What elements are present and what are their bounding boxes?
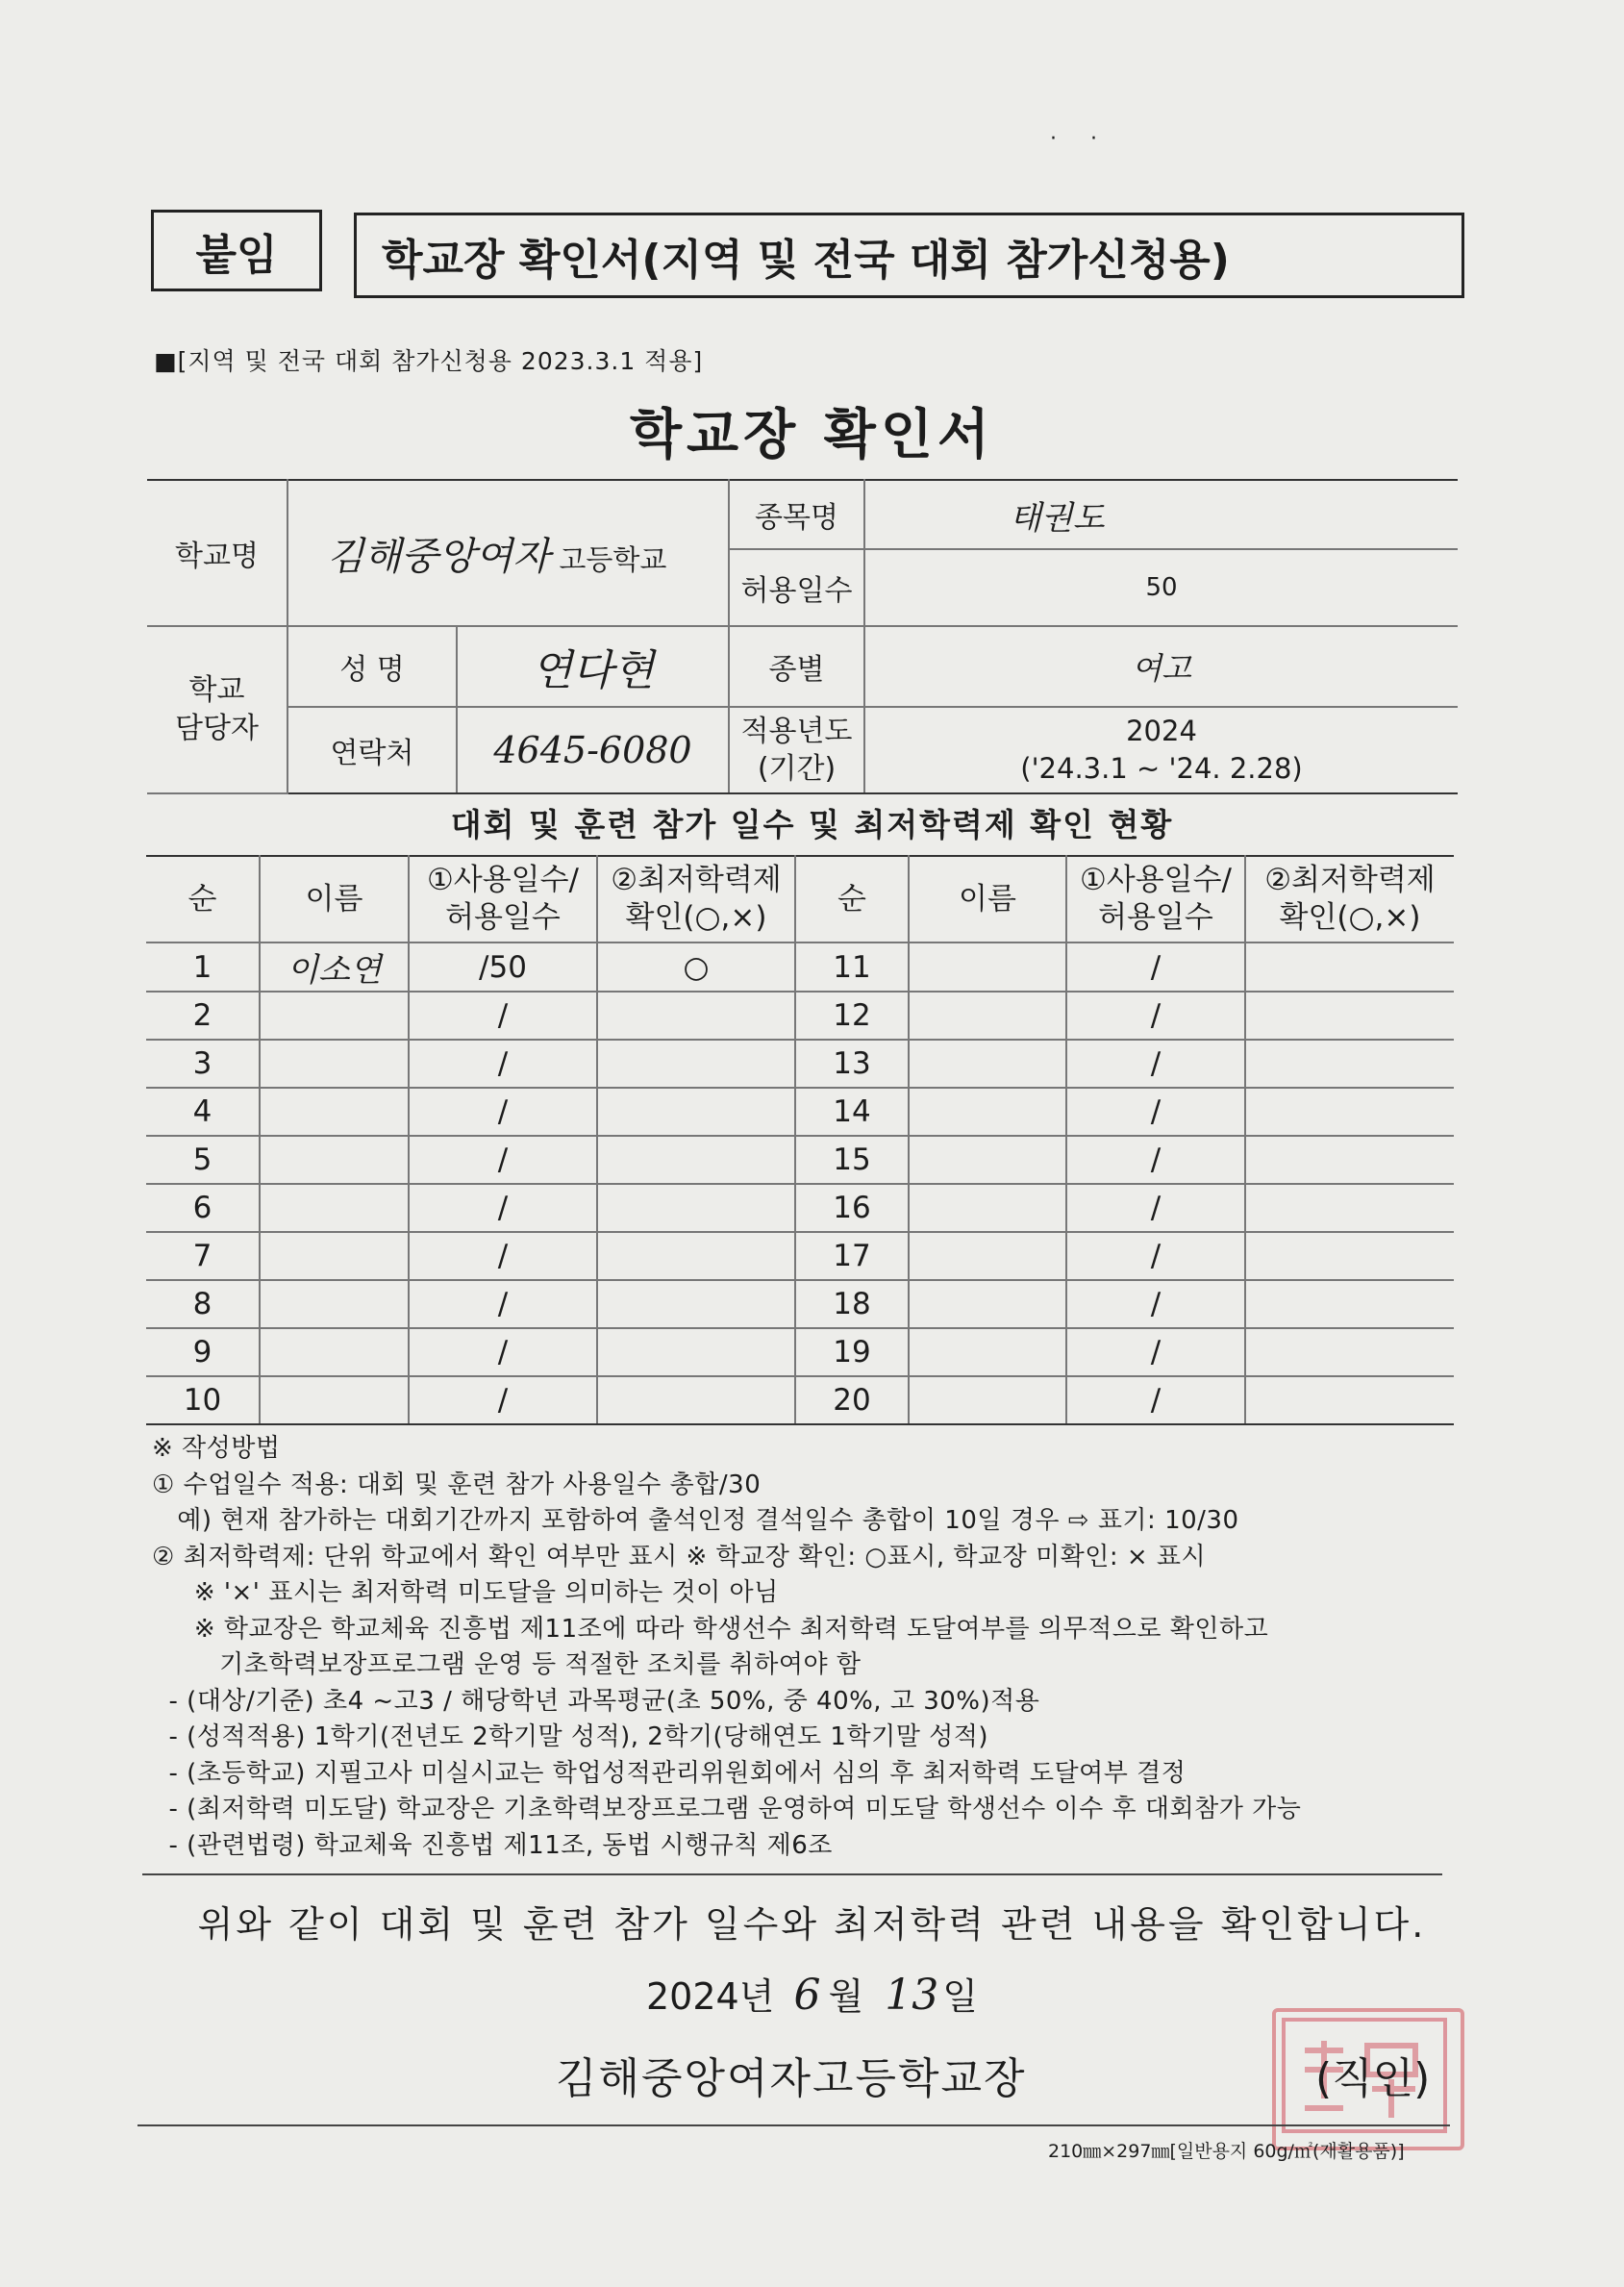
row-no: 16 <box>795 1184 909 1232</box>
row-no: 14 <box>795 1088 909 1136</box>
row-min-academic-check <box>1245 1040 1454 1088</box>
attachment-tag: 붙임 <box>151 210 322 291</box>
row-used-days: / <box>1066 1088 1245 1136</box>
row-min-academic-check <box>597 992 795 1040</box>
page-title: 학교장 확인서 <box>629 404 995 466</box>
row-min-academic-check <box>597 1232 795 1280</box>
row-name <box>260 1328 409 1376</box>
table-row <box>146 1040 1454 1088</box>
instruction-line: ① 수업일수 적용: 대회 및 훈련 참가 사용일수 총합/30 <box>152 1470 762 1499</box>
row-used-days: / <box>1066 1328 1245 1376</box>
row-min-academic-check <box>597 1040 795 1088</box>
table-row <box>146 1280 1454 1328</box>
instruction-line: ② 최저학력제: 단위 학교에서 확인 여부만 표시 ※ 학교장 확인: ○표시, 학교장 미확인: × 표시 <box>152 1542 1207 1571</box>
staff-name-label: 성 명 <box>287 626 457 707</box>
row-no: 1 <box>146 942 260 992</box>
row-no: 19 <box>795 1328 909 1376</box>
table-row <box>146 1328 1454 1376</box>
row-min-academic-check <box>597 1328 795 1376</box>
row-min-academic-check <box>1245 1232 1454 1280</box>
row-min-academic-check <box>597 1088 795 1136</box>
row-no: 10 <box>146 1376 260 1424</box>
sport-label: 종목명 <box>729 480 864 549</box>
staff-name-value: 연다현 <box>457 626 729 707</box>
row-min-academic-check <box>1245 1088 1454 1136</box>
row-used-days: / <box>409 1040 597 1088</box>
row-min-academic-check <box>1245 1184 1454 1232</box>
year-cell <box>864 707 1458 793</box>
row-no: 17 <box>795 1232 909 1280</box>
row-min-academic-check <box>1245 1376 1454 1424</box>
year-value: 2024 <box>1126 714 1197 747</box>
date-day: 13 <box>885 1971 939 2020</box>
row-name <box>909 1184 1066 1232</box>
row-used-days: / <box>1066 1280 1245 1328</box>
row-min-academic-check <box>1245 942 1454 992</box>
row-no: 8 <box>146 1280 260 1328</box>
row-no: 4 <box>146 1088 260 1136</box>
contact-label: 연락처 <box>287 707 457 793</box>
year-period: ('24.3.1 ~ '24. 2.28) <box>1020 752 1303 785</box>
row-no: 7 <box>146 1232 260 1280</box>
row-name <box>909 1280 1066 1328</box>
row-no: 2 <box>146 992 260 1040</box>
header-name: 이름 <box>909 856 1066 942</box>
instruction-line: ※ 학교장은 학교체육 진흥법 제11조에 따라 학생선수 최저학력 도달여부를 의무적으로 확인하고 <box>152 1614 1269 1644</box>
school-info-table <box>147 479 1458 794</box>
sport-value: 태권도 <box>864 480 1458 549</box>
row-min-academic-check <box>1245 992 1454 1040</box>
header-used-days: ①사용일수/ 허용일수 <box>409 856 597 942</box>
contact-value: 4645-6080 <box>457 707 729 793</box>
header-no: 순 <box>795 856 909 942</box>
table-row <box>146 1184 1454 1232</box>
row-no: 6 <box>146 1184 260 1232</box>
row-name <box>260 1136 409 1184</box>
row-used-days: / <box>409 1280 597 1328</box>
top-marks: · · <box>1050 127 1111 151</box>
row-name <box>909 1376 1066 1424</box>
instructions <box>152 1431 1498 1864</box>
school-suffix: 고등학교 <box>559 542 667 576</box>
instruction-line: 예) 현재 참가하는 대회기간까지 포함하여 출석인정 결석일수 총합이 10일 경우 ⇨ 표기: 10/30 <box>152 1506 1239 1535</box>
date-day-suffix: 일 <box>942 1975 979 2018</box>
form-version-note: ■[지역 및 전국 대회 참가신청용 2023.3.1 적용] <box>154 347 704 375</box>
row-name <box>909 1328 1066 1376</box>
date-month-suffix: 월 <box>828 1975 864 2018</box>
row-used-days: / <box>409 1376 597 1424</box>
divider <box>142 1873 1442 1875</box>
row-name <box>260 1088 409 1136</box>
header-no: 순 <box>146 856 260 942</box>
instruction-line: - (초등학교) 지필고사 미실시교는 학업성적관리위원회에서 심의 후 최저학력 도달여부 결정 <box>152 1758 1187 1788</box>
row-no: 15 <box>795 1136 909 1184</box>
table-row <box>146 1136 1454 1184</box>
row-name <box>909 1088 1066 1136</box>
row-min-academic-check <box>597 1280 795 1328</box>
category-label: 종별 <box>729 626 864 707</box>
participation-table <box>146 855 1454 1425</box>
date-month: 6 <box>793 1971 821 2020</box>
table-row <box>146 992 1454 1040</box>
school-name-label: 학교명 <box>147 480 287 626</box>
category-value: 여고 <box>864 626 1458 707</box>
table-row <box>146 1376 1454 1424</box>
paper-spec: 210㎜×297㎜[일반용지 60g/㎡(재활용품)] <box>1048 2141 1405 2162</box>
row-min-academic-check <box>1245 1280 1454 1328</box>
row-no: 9 <box>146 1328 260 1376</box>
row-name <box>260 1040 409 1088</box>
school-name-cell <box>287 480 729 626</box>
row-no: 5 <box>146 1136 260 1184</box>
document-header-title: 학교장 확인서(지역 및 전국 대회 참가신청용) <box>354 213 1464 298</box>
row-used-days: / <box>1066 942 1245 992</box>
header-used-days: ①사용일수/ 허용일수 <box>1066 856 1245 942</box>
row-name <box>260 1232 409 1280</box>
row-min-academic-check <box>597 1184 795 1232</box>
instruction-line: - (최저학력 미도달) 학교장은 기초학력보장프로그램 운영하여 미도달 학생선수 이수 후 대회참가 가능 <box>152 1795 1302 1823</box>
instruction-line: - (관련법령) 학교체육 진흥법 제11조, 동법 시행규칙 제6조 <box>152 1830 833 1860</box>
table-row <box>146 1232 1454 1280</box>
row-no: 3 <box>146 1040 260 1088</box>
row-name <box>909 1232 1066 1280</box>
row-name <box>260 1184 409 1232</box>
row-used-days: / <box>409 1232 597 1280</box>
row-name: 이소연 <box>260 942 409 992</box>
row-min-academic-check: ○ <box>597 942 795 992</box>
instruction-line: 기초학력보장프로그램 운영 등 적절한 조치를 취하여야 함 <box>152 1650 862 1679</box>
school-name-handwritten: 김해중앙여자 <box>327 534 550 579</box>
instruction-line: - (성적적용) 1학기(전년도 2학기말 성적), 2학기(당해연도 1학기말 성적) <box>152 1722 988 1751</box>
header-name: 이름 <box>260 856 409 942</box>
row-used-days: / <box>409 1184 597 1232</box>
divider <box>137 2124 1450 2126</box>
row-used-days: / <box>1066 992 1245 1040</box>
row-used-days: / <box>1066 1376 1245 1424</box>
table-row <box>146 942 1454 992</box>
row-used-days: / <box>409 1088 597 1136</box>
row-name <box>909 992 1066 1040</box>
row-name <box>260 1376 409 1424</box>
row-min-academic-check <box>1245 1328 1454 1376</box>
instruction-line: ※ '×' 표시는 최저학력 미도달을 의미하는 것이 아님 <box>152 1578 779 1607</box>
row-no: 20 <box>795 1376 909 1424</box>
seal-label: (직인) <box>1315 2054 1431 2103</box>
instruction-line: ※ 작성방법 <box>152 1434 281 1463</box>
row-name <box>909 942 1066 992</box>
row-no: 18 <box>795 1280 909 1328</box>
row-name <box>260 1280 409 1328</box>
row-min-academic-check <box>597 1376 795 1424</box>
row-min-academic-check <box>1245 1136 1454 1184</box>
allowed-days-value: 50 <box>864 549 1458 626</box>
row-min-academic-check <box>597 1136 795 1184</box>
row-name <box>260 992 409 1040</box>
row-no: 12 <box>795 992 909 1040</box>
row-used-days: / <box>1066 1136 1245 1184</box>
year-label: 적용년도 (기간) <box>729 707 864 793</box>
section-title: 대회 및 훈련 참가 일수 및 최저학력제 확인 현황 <box>450 806 1174 843</box>
row-no: 11 <box>795 942 909 992</box>
row-used-days: / <box>1066 1184 1245 1232</box>
row-used-days: /50 <box>409 942 597 992</box>
row-used-days: / <box>409 1136 597 1184</box>
table-row <box>146 1088 1454 1136</box>
date-year: 2024년 <box>645 1975 775 2018</box>
staff-label: 학교 담당자 <box>147 626 287 793</box>
row-no: 13 <box>795 1040 909 1088</box>
row-name <box>909 1040 1066 1088</box>
row-used-days: / <box>1066 1232 1245 1280</box>
row-used-days: / <box>409 1328 597 1376</box>
principal-name: 김해중앙여자고등학교장 <box>556 2054 1027 2103</box>
header-min-academic: ②최저학력제 확인(○,×) <box>1245 856 1454 942</box>
header-min-academic: ②최저학력제 확인(○,×) <box>597 856 795 942</box>
confirmation-statement: 위와 같이 대회 및 훈련 참가 일수와 최저학력 관련 내용을 확인합니다. <box>197 1903 1427 1946</box>
allowed-days-label: 허용일수 <box>729 549 864 626</box>
instruction-line: - (대상/기준) 초4 ~고3 / 해당학년 과목평균(초 50%, 중 40%, 고 30%)적용 <box>152 1686 1040 1716</box>
row-name <box>909 1136 1066 1184</box>
row-used-days: / <box>1066 1040 1245 1088</box>
row-used-days: / <box>409 992 597 1040</box>
